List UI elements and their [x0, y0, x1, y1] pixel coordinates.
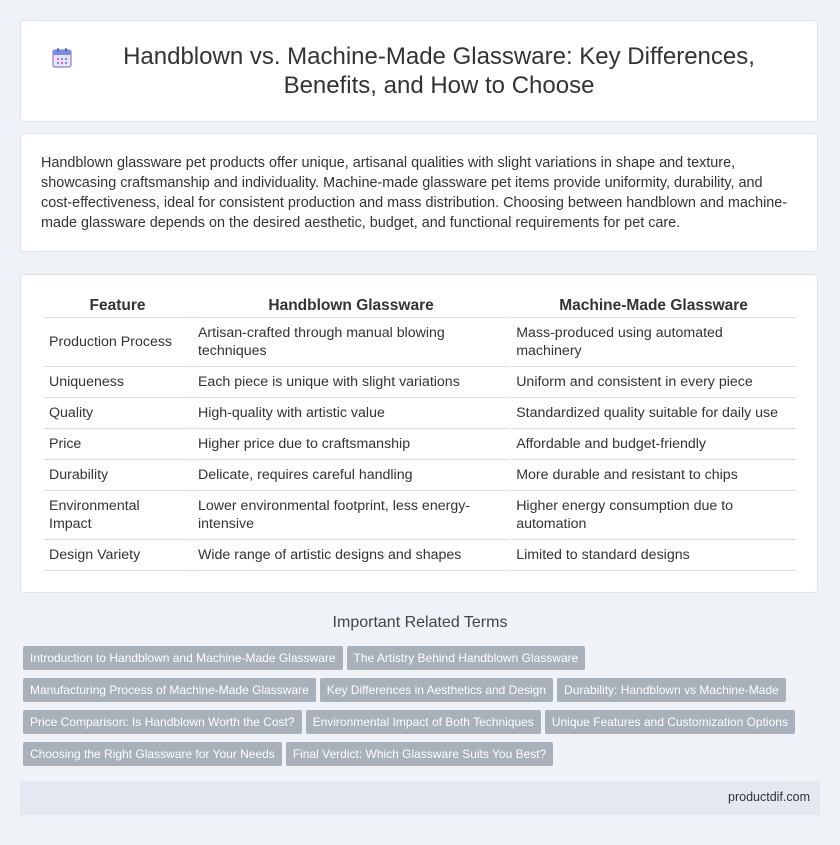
feature-cell: Price — [44, 429, 191, 460]
table-row — [44, 540, 796, 571]
table-header-row — [44, 293, 796, 318]
machine-made-cell: Affordable and budget-friendly — [511, 429, 796, 460]
footer-site-link[interactable]: productdif.com — [728, 790, 810, 804]
table-row — [44, 429, 796, 460]
machine-made-cell: Higher energy consumption due to automation — [511, 491, 796, 540]
related-terms-list — [23, 646, 823, 774]
table-row — [44, 491, 796, 540]
handblown-cell: Higher price due to craftsmanship — [193, 429, 509, 460]
table-row — [44, 318, 796, 367]
handblown-cell: Wide range of artistic designs and shapes — [193, 540, 509, 571]
related-term-link[interactable]: Introduction to Handblown and Machine-Made Glassware — [23, 646, 343, 670]
machine-made-cell: Mass-produced using automated machinery — [511, 318, 796, 367]
related-term-link[interactable]: Price Comparison: Is Handblown Worth the Cost? — [23, 710, 302, 734]
comparison-card — [20, 274, 818, 593]
machine-made-cell: More durable and resistant to chips — [511, 460, 796, 491]
handblown-cell: High-quality with artistic value — [193, 398, 509, 429]
machine-made-cell: Standardized quality suitable for daily use — [511, 398, 796, 429]
related-term-link[interactable]: The Artistry Behind Handblown Glassware — [347, 646, 586, 670]
feature-cell: Production Process — [44, 318, 191, 367]
intro-card — [20, 133, 818, 252]
table-row — [44, 398, 796, 429]
machine-made-cell: Limited to standard designs — [511, 540, 796, 571]
footer — [20, 781, 820, 815]
handblown-cell: Lower environmental footprint, less energy-intensive — [193, 491, 509, 540]
machine-made-cell: Uniform and consistent in every piece — [511, 367, 796, 398]
related-term-link[interactable]: Durability: Handblown vs Machine-Made — [557, 678, 786, 702]
table-row — [44, 367, 796, 398]
header-handblown: Handblown Glassware — [193, 293, 509, 318]
feature-cell: Quality — [44, 398, 191, 429]
related-term-link[interactable]: Final Verdict: Which Glassware Suits You Best? — [286, 742, 553, 766]
header-feature: Feature — [44, 293, 191, 318]
header-machine-made: Machine-Made Glassware — [511, 293, 796, 318]
header-card — [20, 20, 818, 122]
feature-cell: Durability — [44, 460, 191, 491]
feature-cell: Design Variety — [44, 540, 191, 571]
calendar-icon — [51, 47, 73, 69]
table-row — [44, 460, 796, 491]
related-term-link[interactable]: Choosing the Right Glassware for Your Needs — [23, 742, 282, 766]
related-terms-heading: Important Related Terms — [332, 614, 508, 631]
feature-cell: Environmental Impact — [44, 491, 191, 540]
feature-cell: Uniqueness — [44, 367, 191, 398]
related-term-link[interactable]: Environmental Impact of Both Techniques — [306, 710, 541, 734]
intro-text: Handblown glassware pet products offer unique, artisanal qualities with slight variations in shape and texture, showcasing craftsmanship and individuality. Machine-made glassware pet items provide uniformity, durability, and cost-effectiveness, ideal for consistent production and mass distribution. Choosing between handblown and machine-made glassware depends on the desired aesthetic, budget, and functional requirements for pet care. — [41, 155, 788, 231]
related-term-link[interactable]: Key Differences in Aesthetics and Design — [320, 678, 553, 702]
handblown-cell: Artisan-crafted through manual blowing techniques — [193, 318, 509, 367]
page-title: Handblown vs. Machine-Made Glassware: Key Differences, Benefits, and How to Choose — [123, 43, 755, 99]
related-term-link[interactable]: Manufacturing Process of Machine-Made Glassware — [23, 678, 316, 702]
comparison-table — [42, 293, 798, 571]
related-term-link[interactable]: Unique Features and Customization Options — [545, 710, 795, 734]
handblown-cell: Delicate, requires careful handling — [193, 460, 509, 491]
handblown-cell: Each piece is unique with slight variations — [193, 367, 509, 398]
